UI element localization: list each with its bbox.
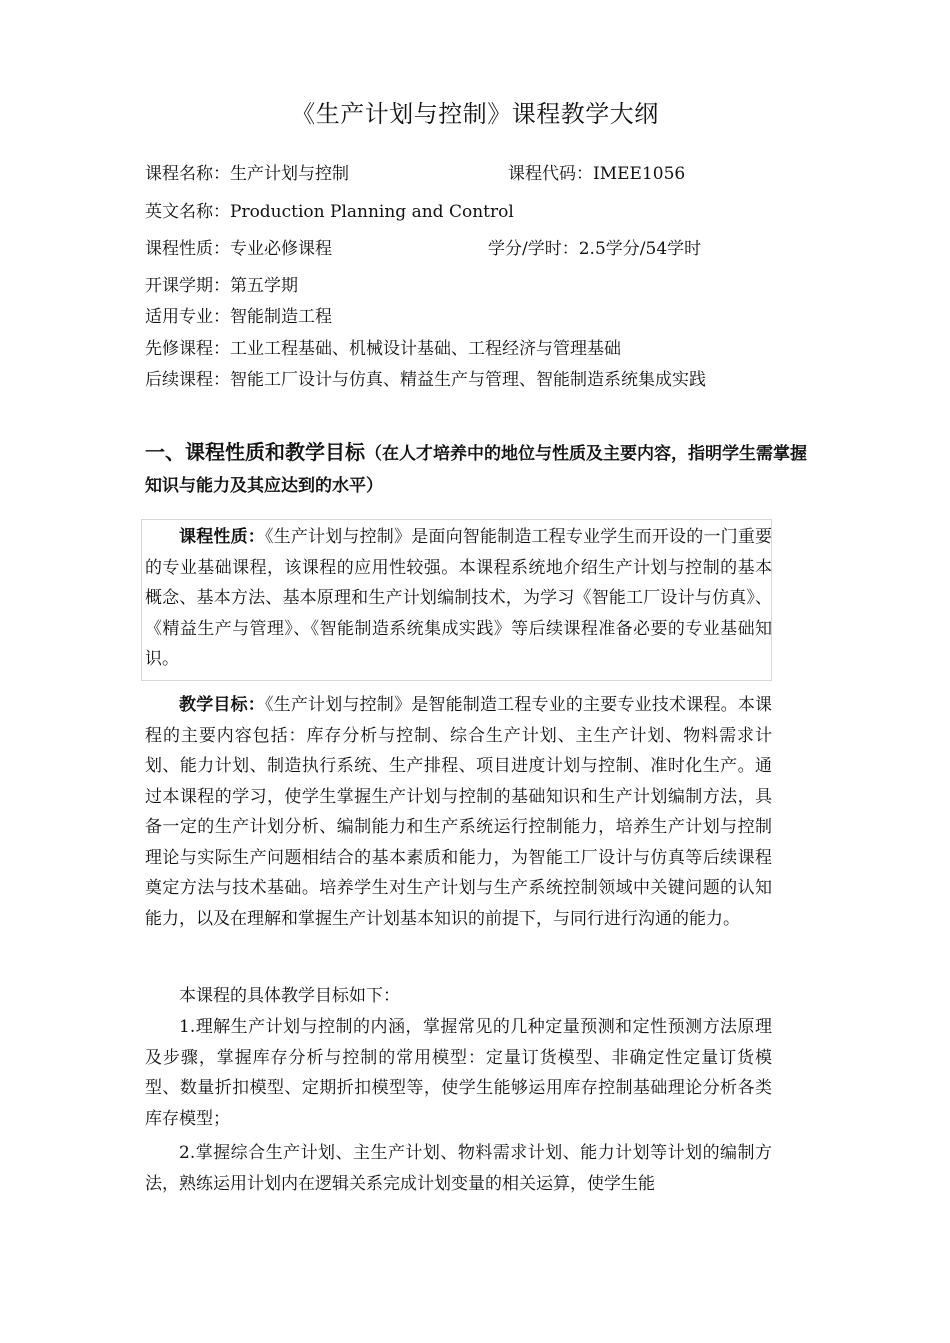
followup-row (145, 368, 706, 392)
major-label: 适用专业： (145, 307, 230, 327)
document-title: 《生产计划与控制》课程教学大纲 (291, 100, 659, 128)
goal-paragraph-label: 教学目标： (179, 695, 265, 715)
course-nature-value: 专业必修课程 (230, 239, 332, 259)
prerequisite-label: 先修课程： (145, 339, 230, 359)
course-code-label: 课程代码： (508, 164, 593, 184)
course-name-value: 生产计划与控制 (230, 164, 349, 184)
english-name-row (145, 200, 514, 224)
followup-label: 后续课程： (145, 370, 230, 390)
english-name-label: 英文名称： (145, 202, 230, 222)
prerequisite-value: 工业工程基础、机械设计基础、工程经济与管理基础 (230, 339, 621, 359)
nature-paragraph-label: 课程性质： (179, 527, 265, 547)
goals-intro: 本课程的具体教学目标如下： (179, 986, 400, 1006)
credit-label: 学分/学时： (488, 239, 579, 259)
goal-item-1: 1.理解生产计划与控制的内涵，掌握常见的几种定量预测和定性预测方法原理及步骤，掌握库存分析与控制的常用模型：定量订货模型、非确定性定量订货模型、数量折扣模型、定期折扣模型等，使学生能够运用库存控制基础理论分析各类库存模型； (145, 1017, 772, 1129)
course-nature-label: 课程性质： (145, 239, 230, 259)
prerequisite-row (145, 337, 621, 361)
major-value: 智能制造工程 (230, 307, 332, 327)
term-row (145, 274, 298, 298)
term-value: 第五学期 (230, 276, 298, 296)
followup-value: 智能工厂设计与仿真、精益生产与管理、智能制造系统集成实践 (230, 370, 706, 390)
course-name-row (145, 162, 349, 186)
english-name-value: Production Planning and Control (230, 202, 514, 222)
term-label: 开课学期： (145, 276, 230, 296)
section-heading (145, 436, 810, 502)
nature-paragraph-text: 《生产计划与控制》是面向智能制造工程专业学生而开设的一门重要的专业基础课程，该课程的应用性较强。本课程系统地介绍生产计划与控制的基本概念、基本方法、基本原理和生产计划编制技术，为学习《智能工厂设计与仿真》、《精益生产与管理》、《智能制造系统集成实践》等后续课程准备必要的专业基础知识。 (145, 527, 773, 669)
credit-row (488, 237, 701, 261)
goal-paragraph (145, 690, 772, 934)
section-heading-note: （在人才培养中的地位与性质及主要内容，指明学生需掌握知识与能力及其应达到的水平） (145, 444, 807, 496)
nature-paragraph (145, 522, 772, 675)
course-code-value: IMEE1056 (593, 164, 686, 184)
goal-item-2: 2.掌握综合生产计划、主生产计划、物料需求计划、能力计划等计划的编制方法，熟练运用计划内在逻辑关系完成计划变量的相关运算，使学生能 (145, 1143, 772, 1194)
course-nature-row (145, 237, 332, 261)
credit-value: 2.5学分/54学时 (578, 239, 702, 259)
goal-paragraph-text: 《生产计划与控制》是智能制造工程专业的主要专业技术课程。本课程的主要内容包括：库存分析与控制、综合生产计划、主生产计划、物料需求计划、能力计划、制造执行系统、生产排程、项目进度计划与控制、准时化生产。通过本课程的学习，使学生掌握生产计划与控制的基础知识和生产计划编制方法，具备一定的生产计划分析、编制能力和生产系统运行控制能力，培养生产计划与控制理论与实际生产问题相结合的基本素质和能力，为智能工厂设计与仿真等后续课程奠定方法与技术基础。培养学生对生产计划与生产系统控制领域中关键问题的认知能力，以及在理解和掌握生产计划基本知识的前提下，与同行进行沟通的能力。 (145, 695, 773, 929)
course-code-row (508, 162, 685, 186)
major-row (145, 305, 332, 329)
section-heading-title: 一、课程性质和教学目标 (145, 440, 365, 464)
course-name-label: 课程名称： (145, 164, 230, 184)
